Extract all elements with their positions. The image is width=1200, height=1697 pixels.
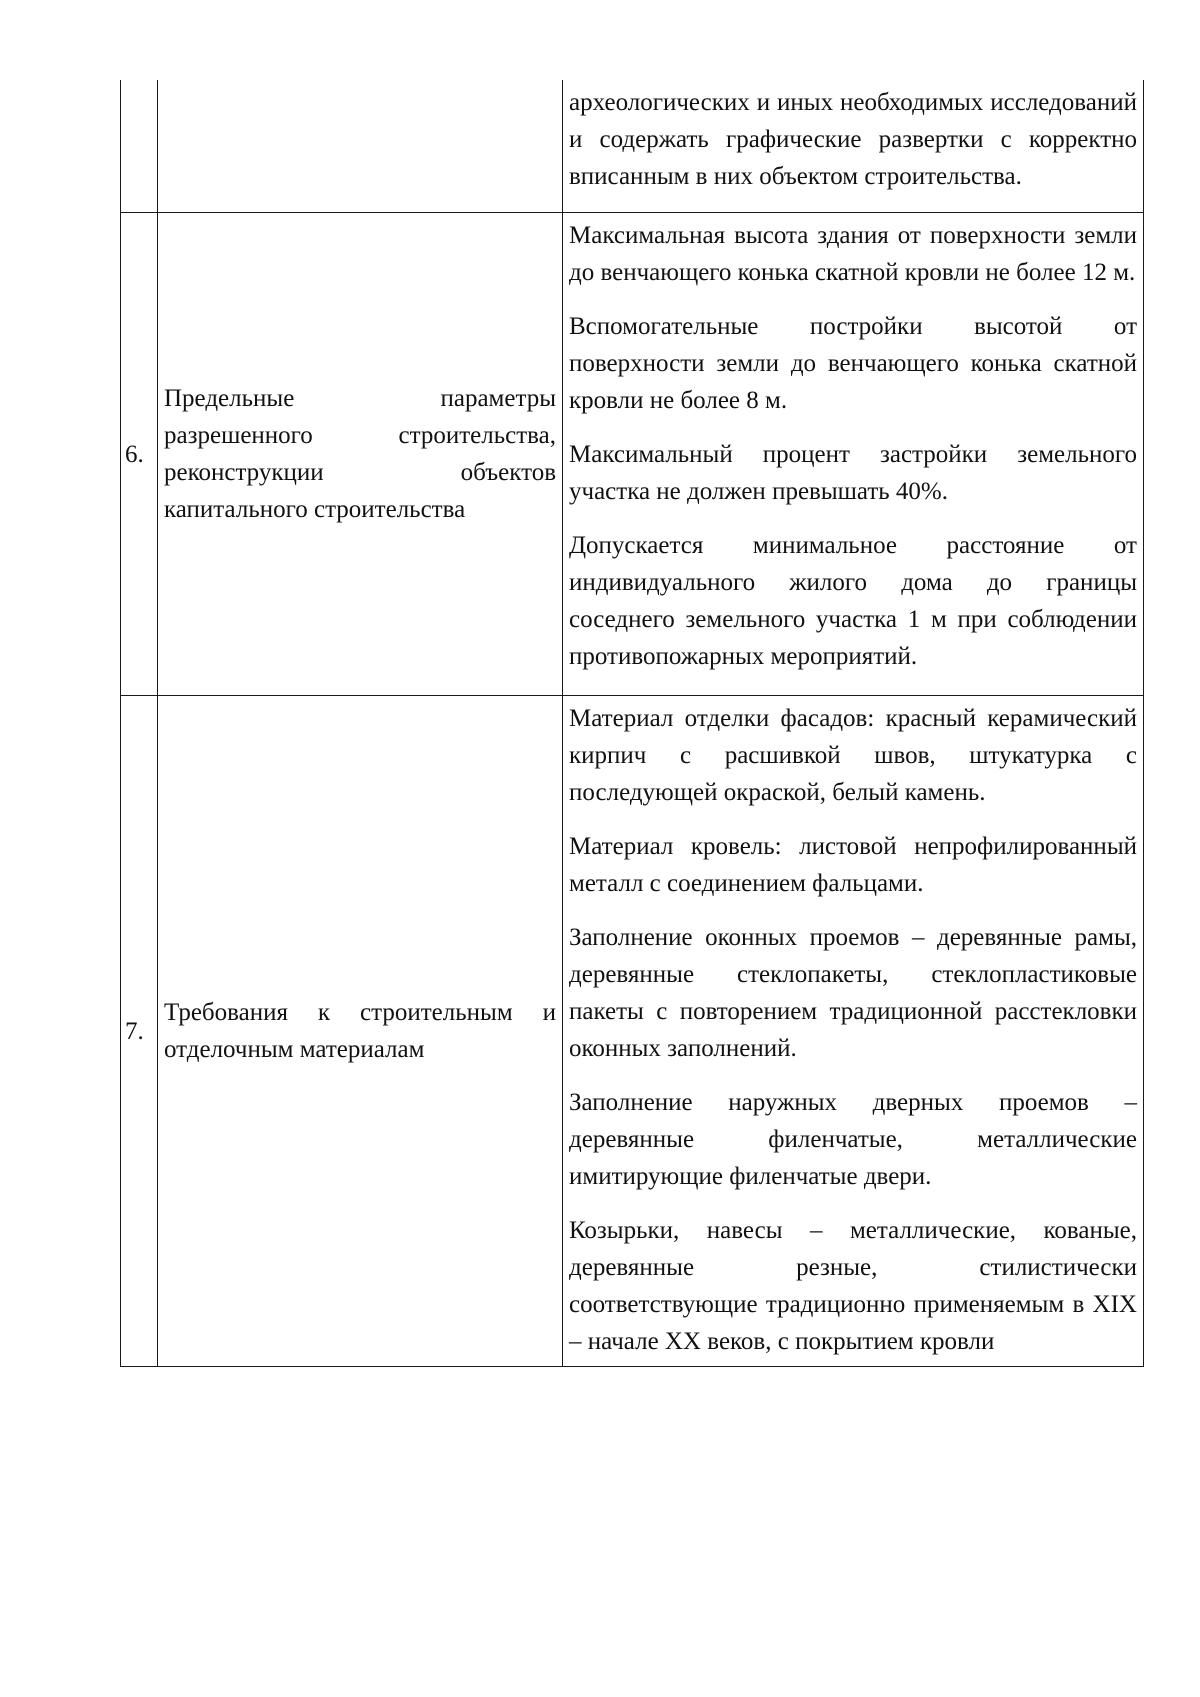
row-label [158,213,563,696]
paragraph: Материал кровель: листовой непрофилированный металл с соединением фальцами. [569,833,1137,897]
row-label [158,80,563,213]
table-row-continuation [121,80,1144,213]
row-label-text: Предельные параметры разрешенного строительства, реконструкции объектов капитального строительства [164,385,556,523]
paragraph: Козырьки, навесы – металлические, кованые, деревянные резные, стилистически соответствующие традиционно применяемым в XIX – начале XX веков, с покрытием кровли [569,1217,1137,1355]
row-number: 7. [121,696,158,1367]
paragraph: Максимальный процент застройки земельного участка не должен превышать 40%. [569,441,1137,505]
paragraph: Заполнение оконных проемов – деревянные рамы, деревянные стеклопакеты, стеклопластиковые пакеты с повторением традиционной расстекловки оконных заполнений. [569,924,1137,1062]
row-number [121,80,158,213]
row-content [563,213,1144,696]
paragraph: археологических и иных необходимых исследований и содержать графические развертки с корректно вписанным в них объектом строительства. [569,89,1137,190]
table-row-6 [121,213,1144,696]
paragraph: Максимальная высота здания от поверхности земли до венчающего конька скатной кровли не более 12 м. [569,222,1137,286]
row-content [563,696,1144,1367]
paragraph: Материал отделки фасадов: красный керамический кирпич с расшивкой швов, штукатурка с последующей окраской, белый камень. [569,705,1137,806]
paragraph: Заполнение наружных дверных проемов – деревянные филенчатые, металлические имитирующие филенчатые двери. [569,1089,1137,1190]
requirements-table [120,80,1144,1367]
row-content [563,80,1144,213]
row-label [158,696,563,1367]
paragraph: Допускается минимальное расстояние от индивидуального жилого дома до границы соседнего земельного участка 1 м при соблюдении противопожарных мероприятий. [569,532,1137,670]
row-number: 6. [121,213,158,696]
paragraph: Вспомогательные постройки высотой от поверхности земли до венчающего конька скатной кровли не более 8 м. [569,313,1137,414]
table-row-7 [121,696,1144,1367]
row-label-text: Требования к строительным и отделочным материалам [164,999,556,1063]
